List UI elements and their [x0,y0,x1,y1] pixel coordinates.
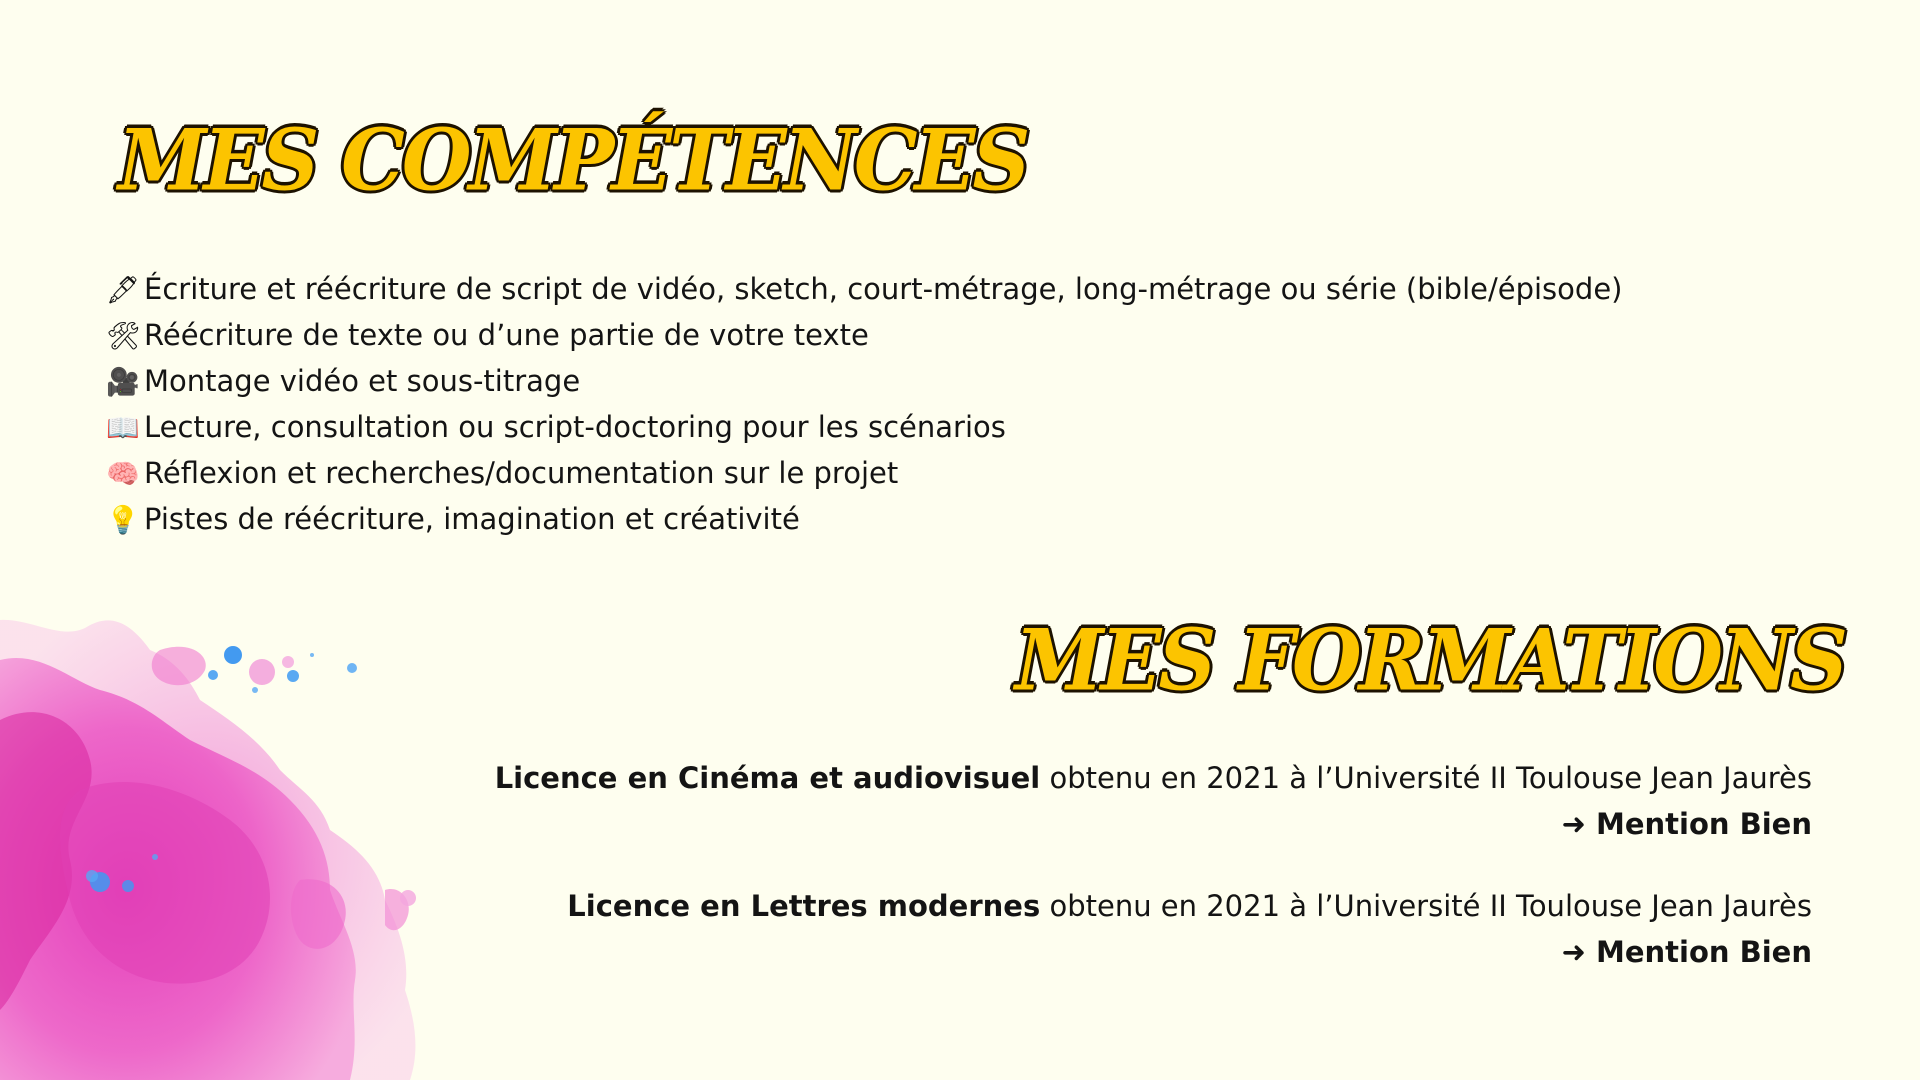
video-camera-icon: 🎥 [106,367,140,398]
skill-text: Écriture et réécriture de script de vidéo, sketch, court-métrage, long-métrage ou série (bible/épisode) [144,272,1623,306]
skills-list [106,266,1622,542]
skills-title: MES COMPÉTENCES [118,110,1028,210]
brain-icon: 🧠 [106,459,140,490]
training-line [312,883,1812,929]
training-item [312,755,1812,847]
degree-details: obtenu en 2021 à l’Université II Toulouse Jean Jaurès [1040,761,1812,795]
skill-item [106,312,1622,358]
skill-item [106,450,1622,496]
tools-icon: 🛠 [106,321,141,352]
degree-name: Licence en Lettres modernes [567,889,1041,923]
skill-text: Montage vidéo et sous-titrage [144,364,581,398]
skill-text: Réflexion et recherches/documentation sur le projet [144,456,899,490]
degree-name: Licence en Cinéma et audiovisuel [494,761,1041,795]
degree-details: obtenu en 2021 à l’Université II Toulouse Jean Jaurès [1040,889,1812,923]
light-bulb-icon: 💡 [106,505,140,536]
pen-icon: 🖋 [106,275,141,306]
degree-mention: ➜ Mention Bien [1561,807,1812,841]
skill-item [106,404,1622,450]
skill-item [106,496,1622,542]
training-list [312,755,1812,1011]
skill-item [106,266,1622,312]
skill-item [106,358,1622,404]
open-book-icon: 📖 [106,413,140,444]
training-line [312,755,1812,801]
degree-mention: ➜ Mention Bien [1561,935,1812,969]
skill-text: Réécriture de texte ou d’une partie de votre texte [144,318,869,352]
skill-text: Pistes de réécriture, imagination et créativité [144,502,800,536]
skill-text: Lecture, consultation ou script-doctoring pour les scénarios [144,410,1006,444]
training-title: MES FORMATIONS [1015,610,1845,710]
training-item [312,883,1812,975]
